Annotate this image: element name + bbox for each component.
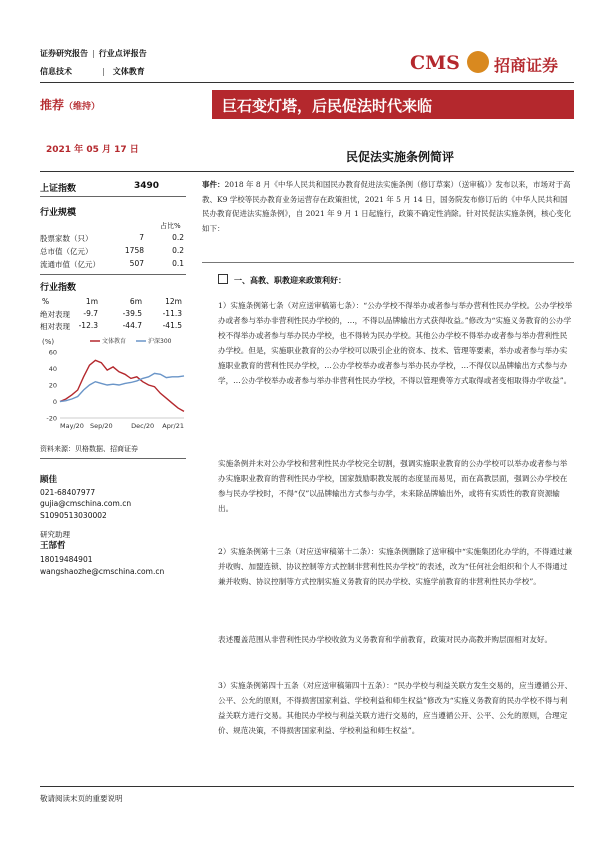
scale-title: 行业规模 [40, 208, 77, 218]
perf-value: -9.7 [83, 309, 98, 318]
sidebar-rule [40, 274, 186, 275]
event-rule [202, 262, 574, 263]
series-line-0 [60, 360, 184, 411]
industry-index-chart [38, 334, 188, 436]
legend-label-1: 沪深300 [148, 338, 172, 345]
rating-label: 推荐 [40, 98, 65, 112]
assistant-role: 研究助理 [40, 530, 70, 539]
sidebar-rule [40, 458, 186, 459]
table-row [40, 259, 186, 272]
scale-row-label: 总市值（亿元） [40, 247, 93, 256]
company-logo [410, 50, 570, 76]
report-subtype-label: 行业点评报告 [98, 49, 147, 58]
x-tick-label: Sep/20 [89, 422, 113, 430]
scale-row-share: 0.1 [172, 259, 184, 268]
scale-row-label: 流通市值（亿元） [40, 260, 100, 269]
paragraph: 实施条例并未对公办学校和营利性民办学校完全切割，强调实施职业教育的公办学校可以举办或者参与举办实施职业教育的营利性民办学校，国家鼓励职教发展的态度显而易见，而在高教层面，强调公办学校在参与民办学校时，不得“仅”以品牌输出方式参与办学，未来除品牌输出外，或将有实质性的教育资源输出。 [218, 459, 568, 513]
x-tick-label: May/20 [60, 422, 84, 430]
rating-sub: （维持） [64, 102, 101, 112]
table-row [40, 309, 186, 321]
table-row [40, 321, 186, 333]
header-rule [40, 82, 574, 83]
scale-row-share: 0.2 [172, 233, 184, 242]
logo-chinese-text: 招商证券 [494, 56, 559, 75]
industry-line [40, 66, 145, 77]
analyst-phone: 021-68407977 [40, 487, 96, 497]
scale-row-share: 0.2 [172, 246, 184, 255]
paragraph: 3）实施条例第四十五条（对应送审稿第四十五条）：“民办学校与利益关联方发生交易的，应当遵循公开、公平、公允的原则，不得损害国家利益、学校利益和师生权益”修改为“实施义务教育的民办学校不得与利益关联方进行交易。其他民办学校与利益关联方进行交易的，应当遵循公开、公平、公允的原则，合理定价、规范决策，不得损害国家利益、学校利益和师生权益”。 [218, 681, 573, 735]
perf-header: 6m [129, 297, 142, 306]
perf-value: -11.3 [162, 309, 182, 318]
scale-row-value: 507 [129, 259, 144, 268]
footer-disclaimer: 敬请阅读末页的重要说明 [40, 794, 123, 803]
section-heading-text: 一、高教、职教迎来政策利好： [234, 276, 346, 285]
chart-legend [90, 337, 172, 345]
perf-header: 1m [85, 297, 98, 306]
index-label: 上证指数 [40, 184, 77, 194]
assistant-email: wangshaozhe@cmschina.com.cn [40, 566, 165, 576]
perf-value: -12.3 [78, 321, 98, 330]
section-heading [218, 274, 346, 286]
report-type [40, 48, 147, 59]
perf-header: 12m [165, 297, 182, 306]
report-type-label: 证券研究报告 [40, 49, 88, 58]
perf-value: -39.5 [122, 309, 142, 318]
footer-rule [40, 786, 574, 787]
section-bullet-icon [218, 274, 228, 284]
report-title: 巨石变灯塔，后民促法时代来临 [222, 97, 433, 115]
report-date: 2021 年 05 月 17 日 [46, 145, 139, 155]
title-banner [212, 90, 574, 119]
x-tick-label: Dec/20 [131, 422, 155, 430]
subindustry-label: 文体教育 [112, 67, 145, 76]
paragraph: 2）实施条例第十三条（对应送审稿第十二条）：实施条例删除了送审稿中“实施集团化办学的，不得通过兼并收购、加盟连锁、协议控制等方式控制非营利性民办学校”的表述，改为“任何社会组织和个人不得通过兼并收购、协议控制等方式控制实施义务教育的民办学校、实施学前教育的非营利性民办学校”。 [218, 547, 573, 586]
y-tick-label: 40 [48, 365, 57, 373]
index-value: 3490 [134, 181, 160, 191]
perf-value: -44.7 [122, 321, 142, 330]
paragraph: 1）实施条例第七条（对应送审稿第七条）：“公办学校不得举办或者参与举办营利性民办学校。公办学校举办或者参与举办非营利性民办学校的，…，不得以品牌输出方式获得收益。”修改为“实施义务教育的公办学校不得举办或者参与举办民办学校，也不得转为民办学校。其他公办学校不得举办或者参与举办营利性民办学校。但是，实施职业教育的公办学校可以吸引企业的资本、技术、管理等要素，举办或者参与举办实施职业教育的营利性民办学校，…公办学校举办或者参与举办民办学校，…不得仅以品牌输出方式参与办学，…公办学校举办或者参与举办非营利性民办学校，不得以管理费等方式取得或者变相取得办学收益”。 [218, 301, 573, 385]
sidebar-rule [40, 196, 186, 197]
y-tick-label: -20 [46, 414, 57, 423]
table-row [40, 246, 186, 259]
y-tick-label: 20 [48, 381, 57, 390]
legend-label-0: 文体教育 [102, 338, 127, 345]
assistant-name: 王郜哲 [40, 540, 66, 551]
scale-row-label: 股票家数（只） [40, 234, 93, 243]
x-tick-label: Apr/21 [162, 422, 184, 430]
logo-latin-text: CMS [410, 52, 460, 74]
y-tick-label: 60 [48, 348, 57, 357]
scale-row-value: 7 [139, 233, 144, 242]
title-rule [40, 171, 574, 172]
analyst-certificate: S1090513030002 [40, 510, 107, 520]
chart-source: 资料来源：贝格数据、招商证券 [40, 445, 138, 453]
event-label: 事件： [202, 180, 225, 189]
document-title: 民促法实施条例简评 [346, 150, 455, 164]
y-tick-label: 0 [52, 398, 57, 406]
scale-column-header: 占比% [160, 222, 181, 230]
analyst-name: 顾佳 [40, 475, 58, 485]
paragraph: 表述覆盖范围从非营利性民办学校收敛为义务教育和学前教育，政策对民办高教并购层面相对友好。 [218, 635, 553, 644]
chart-y-axis-label: (%) [42, 338, 55, 346]
assistant-phone: 18019484901 [40, 555, 93, 564]
logo-emblem-icon [467, 51, 489, 73]
perf-value: -41.5 [162, 321, 182, 330]
industry-label: 信息技术 [40, 67, 72, 76]
rating [40, 96, 100, 113]
perf-header: % [42, 297, 50, 306]
performance-title: 行业指数 [40, 283, 77, 293]
analyst-email: gujia@cmschina.com.cn [40, 499, 132, 508]
scale-row-value: 1758 [124, 246, 144, 255]
event-text: 2018 年 8 月《中华人民共和国民办教育促进法实施条例（修订草案）（送审稿）》发布以来，市场对于高教、K9 学校等民办教育业务运营存在政策担忧，2021 年 5 月 14 日，国务院发布修订后的《中华人民共和国民办教育促进法实施条例》，自 2021 年 9 月 1 日起施行，政策不确定性消除。针对民促法实施条例，核心变化如下： [202, 180, 572, 233]
perf-row-label: 相对表现 [40, 322, 70, 331]
performance-table [40, 297, 186, 333]
analyst-block [40, 475, 186, 577]
scale-table [40, 233, 186, 272]
separator: | [102, 67, 105, 76]
table-header-row [40, 297, 186, 309]
perf-row-label: 绝对表现 [40, 310, 70, 319]
table-row [40, 233, 186, 246]
separator: | [92, 49, 95, 58]
event-paragraph [202, 178, 574, 236]
